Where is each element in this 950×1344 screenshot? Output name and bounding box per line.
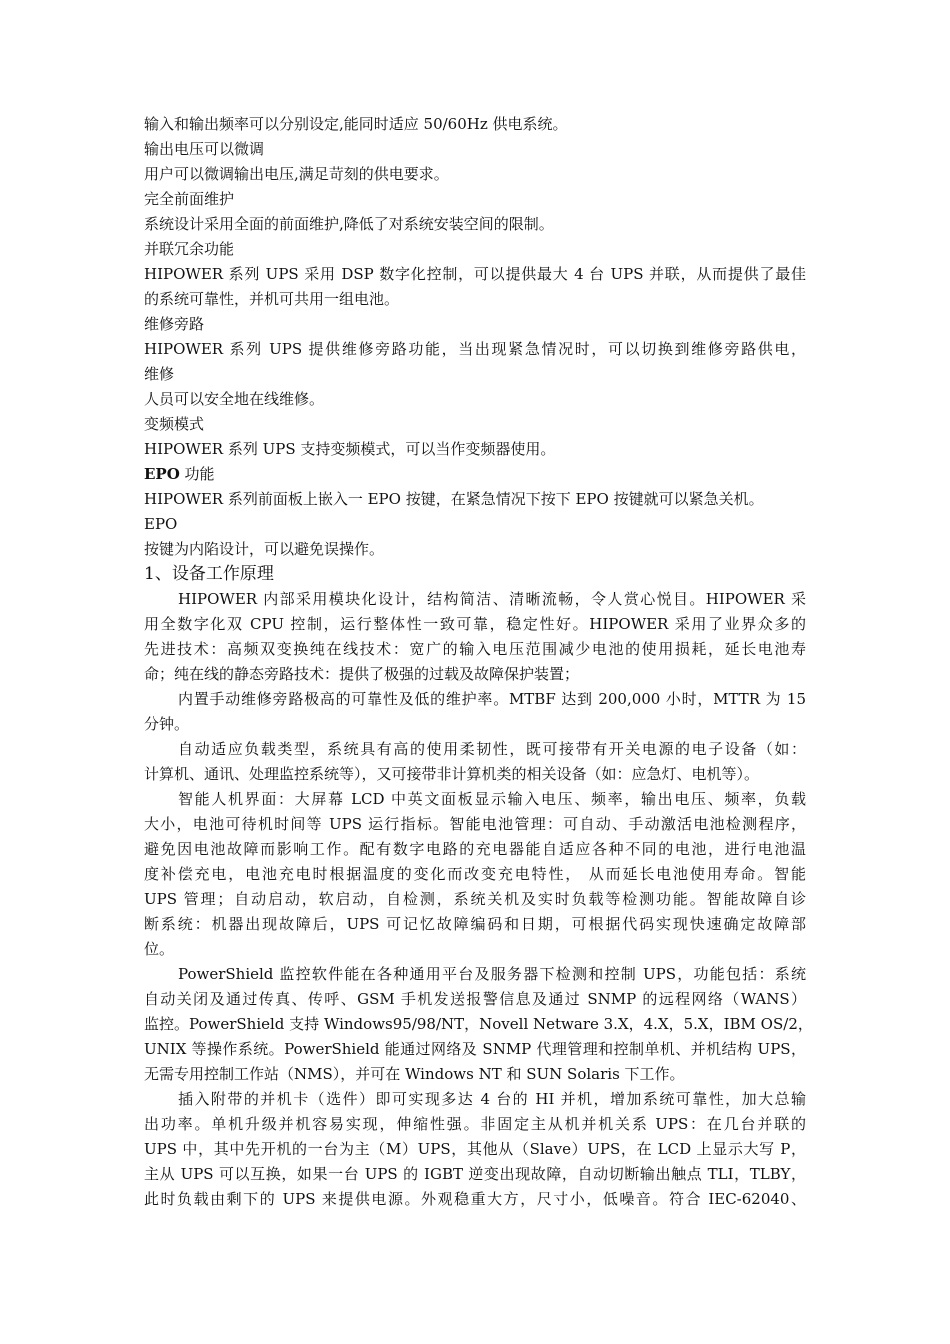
section-heading: 1、设备工作原理 [144, 564, 274, 584]
body-paragraph [144, 587, 806, 687]
paragraph-line: 度补偿充电，电池充电时根据温度的变化而改变充电特性， 从而延长电池使用寿命。智能 [144, 865, 806, 883]
intro-line: 维修 [144, 365, 175, 383]
intro-line: 人员可以安全地在线维修。 [144, 390, 325, 408]
intro-line: 系统设计采用全面的前面维护,降低了对系统安装空间的限制。 [144, 215, 554, 233]
intro-line: HIPOWER 系列 UPS 采用 DSP 数字化控制，可以提供最大 4 台 UPS 并联，从而提供了最佳 [144, 265, 806, 283]
paragraph-line: UPS 管理；自动启动，软启动，自检测，系统关机及实时负载等检测功能。智能故障自诊 [144, 890, 806, 908]
epo-line: EPO [144, 515, 178, 533]
epo-line: 按键为内陷设计，可以避免误操作。 [144, 540, 385, 558]
paragraph-line: PowerShield 监控软件能在各种通用平台及服务器下检测和控制 UPS，功能包括：系统 [178, 965, 806, 983]
body-paragraph [144, 962, 813, 1087]
document-page [144, 112, 813, 1212]
paragraph-line: 无需专用控制工作站（NMS），并可在 Windows NT 和 SUN Solaris 下工作。 [144, 1065, 685, 1083]
intro-line: 输出电压可以微调 [144, 140, 265, 158]
paragraph-line: 用全数字化双 CPU 控制，运行整体性一致可靠，稳定性好。HIPOWER 采用了业界众多的 [144, 615, 806, 633]
paragraph-line: UNIX 等操作系统。PowerShield 能通过网络及 SNMP 代理管理和控制单机、并机结构 UPS， [144, 1040, 806, 1058]
paragraph-line: 智能人机界面：大屏幕 LCD 中英文面板显示输入电压、频率，输出电压、频率，负载 [178, 790, 806, 808]
body-paragraph [144, 1087, 806, 1212]
intro-line: HIPOWER 系列 UPS 提供维修旁路功能，当出现紧急情况时，可以切换到维修旁路供电， [144, 340, 806, 358]
epo-title-bold: EPO [144, 465, 180, 483]
paragraph-line: 自动关闭及通过传真、传呼、GSM 手机发送报警信息及通过 SNMP 的远程网络（WANS） [144, 990, 806, 1008]
intro-line: 变频模式 [144, 415, 205, 433]
intro-line: 完全前面维护 [144, 190, 235, 208]
intro-line: HIPOWER 系列 UPS 支持变频模式，可以当作变频器使用。 [144, 440, 556, 458]
body-paragraph [144, 687, 806, 737]
body-paragraph [144, 737, 806, 787]
paragraph-line: 大小，电池可待机时间等 UPS 运行指标。智能电池管理：可自动、手动激活电池检测程序， [144, 815, 806, 833]
paragraph-line: 计算机、通讯、处理监控系统等），又可接带非计算机类的相关设备（如：应急灯、电机等）。 [144, 765, 760, 783]
epo-title [144, 462, 806, 487]
intro-line: 并联冗余功能 [144, 240, 235, 258]
paragraph-line: 插入附带的并机卡（选件）即可实现多达 4 台的 HI 并机，增加系统可靠性，加大总输 [178, 1090, 806, 1108]
intro-line: 的系统可靠性，并机可共用一组电池。 [144, 290, 400, 308]
intro-block [144, 112, 806, 462]
paragraph-line: 断系统：机器出现故障后，UPS 可记忆故障编码和日期，可根据代码实现快速确定故障部 [144, 915, 806, 933]
paragraph-line: 内置手动维修旁路极高的可靠性及低的维护率。MTBF 达到 200,000 小时，MTTR 为 15 [178, 690, 806, 708]
paragraph-line: 出功率。单机升级并机容易实现，伸缩性强。非固定主从机并机关系 UPS：在几台并联的 [144, 1115, 806, 1133]
intro-line: 维修旁路 [144, 315, 205, 333]
paragraph-line: HIPOWER 内部采用模块化设计，结构简洁、清晰流畅，令人赏心悦目。HIPOWER 采 [178, 590, 806, 608]
body-paragraph [144, 787, 806, 962]
paragraph-line: 自动适应负载类型，系统具有高的使用柔韧性，既可接带有开关电源的电子设备（如： [178, 740, 806, 758]
paragraph-line: UPS 中，其中先开机的一台为主（M）UPS，其他从（Slave）UPS，在 LCD 上显示大写 P， [144, 1140, 806, 1158]
paragraph-line: 主从 UPS 可以互换，如果一台 UPS 的 IGBT 逆变出现故障，自动切断输出触点 TLI，TLBY， [144, 1165, 806, 1183]
epo-line: HIPOWER 系列前面板上嵌入一 EPO 按键，在紧急情况下按下 EPO 按键就可以紧急关机。 [144, 490, 764, 508]
epo-block [144, 487, 806, 562]
paragraph-line: 命；纯在线的静态旁路技术：提供了极强的过载及故障保护装置； [144, 665, 580, 683]
body-paragraphs [144, 587, 813, 1212]
epo-title-rest: 功能 [179, 465, 215, 483]
paragraph-line: 分钟。 [144, 715, 190, 733]
paragraph-line: 监控。PowerShield 支持 Windows95/98/NT，Novell Netware 3.X，4.X，5.X，IBM OS/2， [144, 1015, 813, 1033]
paragraph-line: 避免因电池故障而影响工作。配有数字电路的充电器能自适应各种不同的电池，进行电池温 [144, 840, 806, 858]
paragraph-line: 位。 [144, 940, 175, 958]
intro-line: 输入和输出频率可以分别设定,能同时适应 50/60Hz 供电系统。 [144, 115, 568, 133]
paragraph-line: 先进技术：高频双变换纯在线技术：宽广的输入电压范围减少电池的使用损耗，延长电池寿 [144, 640, 806, 658]
paragraph-line: 此时负载由剩下的 UPS 来提供电源。外观稳重大方，尺寸小，低噪音。符合 IEC-62040、 [144, 1190, 806, 1208]
intro-line: 用户可以微调输出电压,满足苛刻的供电要求。 [144, 165, 449, 183]
